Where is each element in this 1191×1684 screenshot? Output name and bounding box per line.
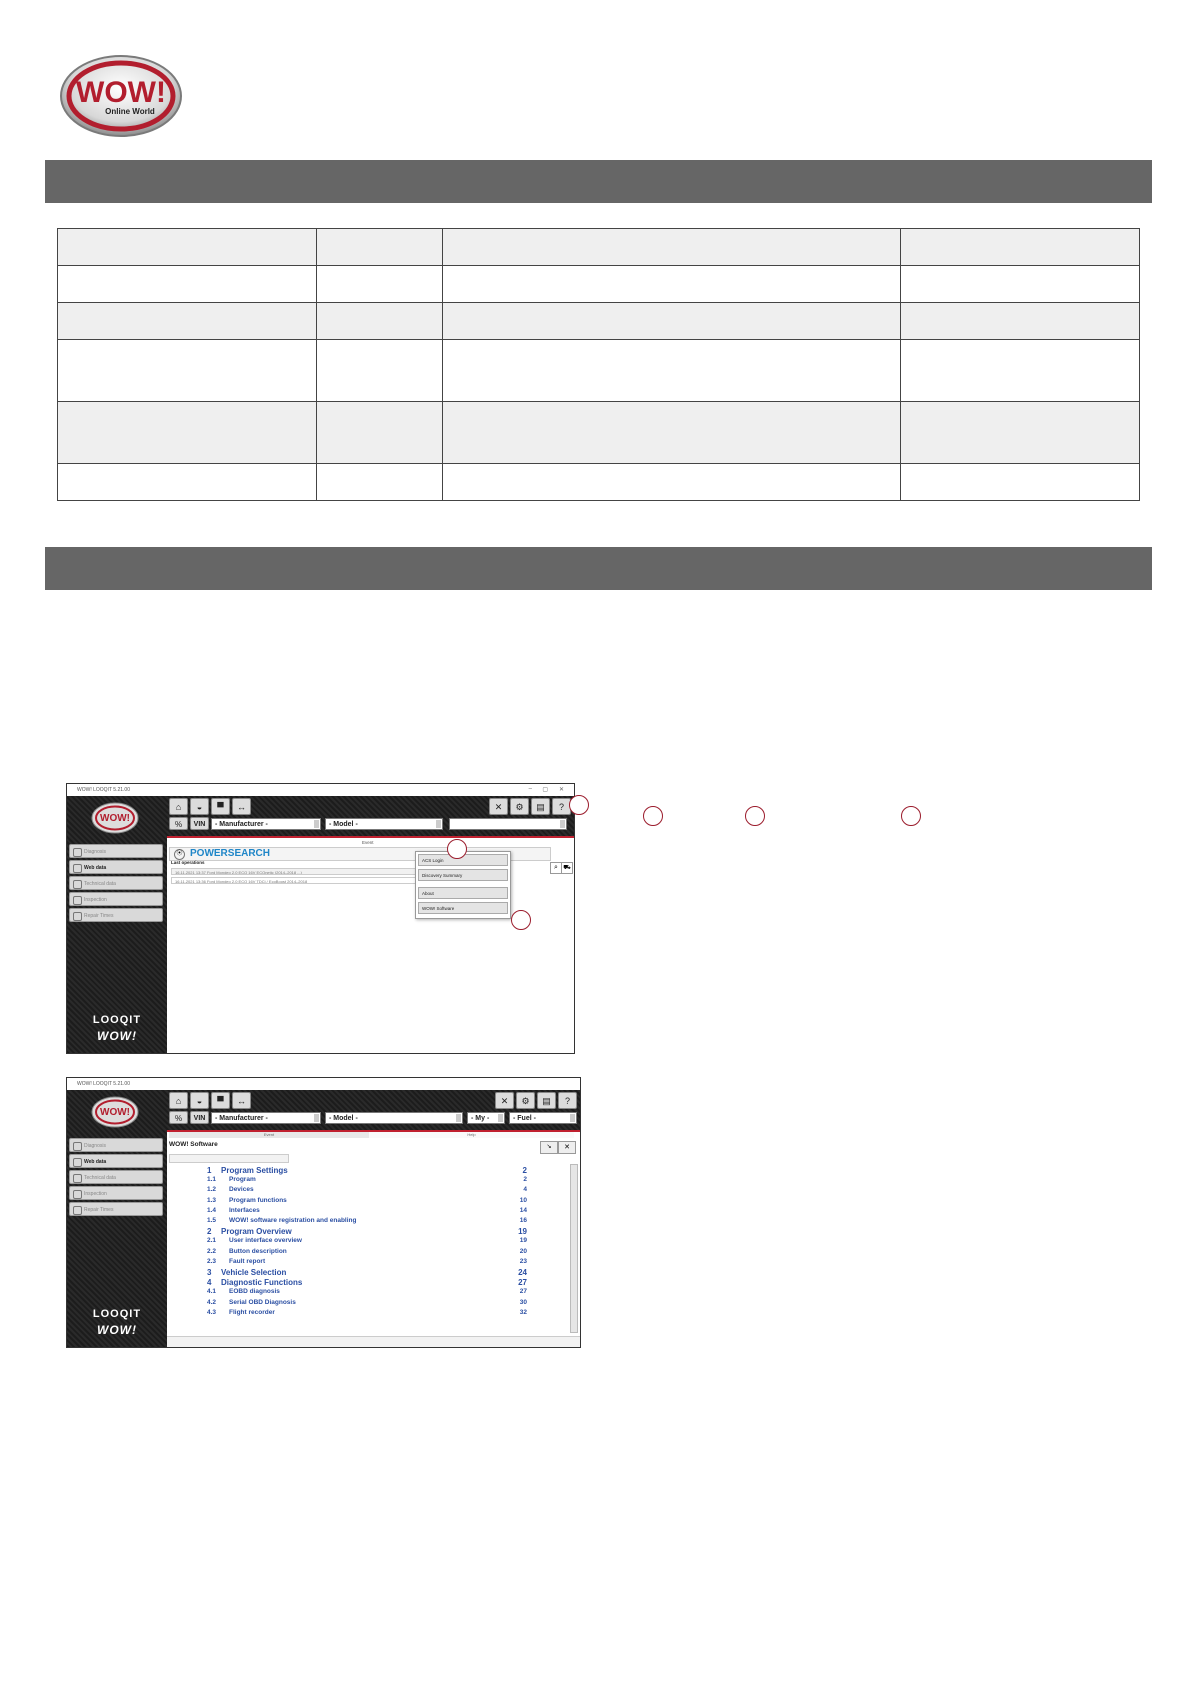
toc-entry[interactable]: [207, 1176, 527, 1186]
wow-logo: [58, 50, 184, 140]
close-doc-button[interactable]: [558, 1141, 576, 1154]
toc-page: 27: [519, 1288, 527, 1296]
toc-number: 4.2: [207, 1298, 217, 1306]
history-row[interactable]: 16.11.2021 13:36 Ford Mondeo 2.0 ECO 16V TDCi / EcoBoost 2014–2018: [171, 877, 431, 884]
toc-number: 2.2: [207, 1247, 217, 1255]
toc-entry[interactable]: [207, 1217, 527, 1227]
menu-item-about[interactable]: About: [418, 887, 508, 899]
table-cell: [316, 266, 442, 303]
toolbar: [167, 796, 574, 836]
sidebar: [67, 1090, 167, 1347]
toc-number: 1.4: [207, 1206, 217, 1214]
sidebar: [67, 796, 167, 1053]
scrollbar[interactable]: [570, 1164, 578, 1333]
connect-button[interactable]: [232, 1092, 251, 1109]
toolbar: [167, 1090, 580, 1130]
tab-label: Event: [362, 840, 374, 845]
percent-button[interactable]: [169, 1111, 188, 1124]
toc-text: Button description: [229, 1247, 287, 1255]
legend-marker-2: [745, 806, 765, 826]
manufacturer-select[interactable]: - Manufacturer -: [211, 818, 321, 830]
table-cell: [901, 229, 1140, 266]
home-icon: ⌂: [175, 802, 182, 812]
percent-icon: %: [174, 1114, 183, 1123]
toc-text: Program Overview: [221, 1227, 292, 1237]
table-cell: [58, 340, 317, 402]
toc-number: 4.1: [207, 1288, 217, 1296]
car-button[interactable]: [190, 798, 209, 815]
brand-wow: WOW!: [97, 1029, 137, 1043]
toc-number: 1.3: [207, 1196, 217, 1204]
toc-number: 1: [207, 1166, 212, 1175]
menu-item-discovery-summary[interactable]: Discovery Summary: [418, 869, 508, 881]
vin-button[interactable]: VIN: [190, 1111, 209, 1124]
model-select[interactable]: - Model -: [325, 818, 443, 830]
connect-icon: ↔: [237, 802, 246, 812]
toc-text: Program Settings: [221, 1166, 288, 1175]
powersearch-icon: ⦿: [174, 849, 185, 860]
toc-entry[interactable]: [207, 1309, 527, 1319]
menu-item-acs-login[interactable]: ACS Login: [418, 854, 508, 866]
toc-entry[interactable]: [207, 1186, 527, 1196]
table-cell: [442, 266, 901, 303]
brand-looqit: LOOQIT: [92, 1014, 142, 1026]
print-icon: ▤: [542, 1096, 551, 1106]
help-icon: ?: [564, 1096, 570, 1106]
callout-marker-menu: [447, 839, 467, 859]
tools-button[interactable]: [489, 798, 508, 815]
toc-text: Flight recorder: [229, 1308, 275, 1316]
toc-page: 2: [522, 1166, 527, 1175]
table-cell: [442, 303, 901, 340]
toc-entry[interactable]: [207, 1299, 527, 1309]
toc-text: Vehicle Selection: [221, 1268, 287, 1277]
toc-text: Program functions: [229, 1196, 287, 1204]
toc-entry[interactable]: [207, 1288, 527, 1298]
variant-select[interactable]: [449, 818, 567, 830]
connect-icon: ↔: [237, 1096, 246, 1106]
folder-button[interactable]: [211, 1092, 230, 1109]
table-cell: [58, 229, 317, 266]
print-button[interactable]: [537, 1092, 556, 1109]
window-title: WOW! LOOQIT 5.21.00: [77, 1081, 130, 1087]
toc-entry[interactable]: [207, 1197, 527, 1207]
info-table: [57, 228, 1140, 501]
toc-number: 1.2: [207, 1186, 217, 1194]
toc-page: 10: [519, 1196, 527, 1204]
toc-entry[interactable]: [207, 1248, 527, 1258]
percent-button[interactable]: [169, 817, 188, 830]
screenshot-help-menu: [66, 783, 575, 1054]
table-cell: [442, 402, 901, 464]
toc-entry[interactable]: [207, 1166, 527, 1176]
close-button[interactable]: ✕: [558, 787, 564, 793]
toc-text: User interface overview: [229, 1237, 302, 1245]
toc-text: Serial OBD Diagnosis: [229, 1298, 296, 1306]
help-dropdown-menu: [415, 851, 511, 919]
toc-entry[interactable]: [207, 1237, 527, 1247]
print-icon: ▤: [536, 802, 545, 812]
toc-page: 2: [523, 1176, 527, 1184]
toc-entry[interactable]: [207, 1207, 527, 1217]
sidebar-item-diagnosis[interactable]: Diagnosis: [69, 1138, 163, 1152]
toc-entry[interactable]: [207, 1227, 527, 1237]
tools-button[interactable]: [495, 1092, 514, 1109]
legend-marker-3: [901, 806, 921, 826]
toc-entry[interactable]: [207, 1268, 527, 1278]
logo-text: WOW!: [76, 76, 166, 109]
sidebar-item-repair-times[interactable]: Repair Times: [69, 908, 163, 922]
table-cell: [316, 464, 442, 501]
web-data-icon: [73, 864, 82, 873]
percent-icon: %: [174, 820, 183, 829]
help-icon: ?: [558, 802, 564, 812]
tab-help[interactable]: Help: [369, 1132, 574, 1138]
table-cell: [316, 303, 442, 340]
car-icon: ⛟: [563, 865, 571, 871]
toc-text: EOBD diagnosis: [229, 1288, 280, 1296]
toc-page: 14: [519, 1206, 527, 1214]
toc-page: 19: [519, 1237, 527, 1245]
sidebar-item-repair-times[interactable]: Repair Times: [69, 1202, 163, 1216]
sidebar-item-technical-data[interactable]: Technical data: [69, 876, 163, 890]
car-search-button[interactable]: [561, 862, 573, 874]
vin-button[interactable]: VIN: [190, 817, 209, 830]
help-button[interactable]: [558, 1092, 577, 1109]
brand-looqit: LOOQIT: [92, 1308, 142, 1320]
toc-page: 32: [519, 1308, 527, 1316]
document-title: WOW! Software: [169, 1141, 218, 1148]
clock-icon: [73, 912, 82, 921]
toc-text: WOW! software registration and enabling: [229, 1217, 357, 1224]
tab-event[interactable]: Event: [169, 1132, 369, 1138]
toc-text: Program: [229, 1176, 256, 1184]
document-viewer: [167, 1132, 580, 1347]
sidebar-logo: [91, 802, 139, 834]
open-icon: ↘: [546, 1144, 552, 1150]
model-select[interactable]: - Model -: [325, 1112, 463, 1124]
toc-number: 1.5: [207, 1217, 217, 1224]
maximize-button[interactable]: ▢: [542, 787, 548, 793]
minimize-button[interactable]: –: [528, 786, 532, 792]
toc-text: Interfaces: [229, 1206, 260, 1214]
table-cell: [901, 303, 1140, 340]
table-cell: [901, 266, 1140, 303]
open-button[interactable]: [540, 1141, 558, 1154]
table-cell: [316, 229, 442, 266]
toc-page: 30: [519, 1298, 527, 1306]
table-cell: [58, 266, 317, 303]
legend-marker-1: [643, 806, 663, 826]
toc-text: Diagnostic Functions: [221, 1278, 303, 1288]
toc-entry[interactable]: [207, 1258, 527, 1268]
toc-number: 2: [207, 1227, 212, 1237]
screenshot-wow-software-doc: [66, 1077, 581, 1348]
folder-icon: ▀: [217, 802, 224, 812]
print-button[interactable]: [531, 798, 550, 815]
home-icon: ⌂: [175, 1096, 182, 1106]
fuel-select[interactable]: - Fuel -: [509, 1112, 577, 1124]
diagnosis-icon: [73, 848, 82, 857]
toc-number: 3: [207, 1268, 212, 1277]
home-button[interactable]: [169, 798, 188, 815]
sidebar-item-web-data[interactable]: Web data: [69, 1154, 163, 1168]
table-cell: [442, 229, 901, 266]
table-cell: [58, 303, 317, 340]
status-bar: [167, 1336, 580, 1347]
settings-button[interactable]: [510, 798, 529, 815]
svg-text:WOW!: WOW!: [100, 1107, 130, 1118]
toc-number: 1.1: [207, 1176, 217, 1184]
callout-marker-help: [569, 795, 589, 815]
folder-button[interactable]: [211, 798, 230, 815]
toc-number: 4: [207, 1278, 212, 1288]
callout-marker-wow-software: [511, 910, 531, 930]
sidebar-item-technical-data[interactable]: Technical data: [69, 1170, 163, 1184]
last-operations-label: Last operations: [171, 860, 205, 865]
diagnosis-icon: [73, 1142, 82, 1151]
table-cell: [316, 402, 442, 464]
car-icon: ◒: [196, 1096, 203, 1106]
folder-icon: ▀: [217, 1096, 224, 1106]
sidebar-item-inspection[interactable]: Inspection: [69, 1186, 163, 1200]
section-header-bar-2: [45, 547, 1152, 590]
table-cell: [58, 464, 317, 501]
model-year-select[interactable]: - My -: [467, 1112, 505, 1124]
tools-icon: ✕: [494, 802, 503, 812]
tools-icon: ✕: [500, 1096, 509, 1106]
home-button[interactable]: [169, 1092, 188, 1109]
toc-page: 20: [519, 1247, 527, 1255]
technical-data-icon: [73, 880, 82, 889]
svg-text:WOW!: WOW!: [100, 813, 130, 824]
toc-page: 27: [518, 1278, 527, 1288]
toc-entry[interactable]: [207, 1278, 527, 1288]
toc-page: 24: [518, 1268, 527, 1277]
toc-page: 4: [523, 1186, 527, 1194]
section-header-bar-1: [45, 160, 1152, 203]
gear-icon: ⚙: [515, 802, 524, 812]
toc-page: 16: [519, 1217, 527, 1224]
toc-text: Fault report: [229, 1257, 266, 1265]
table-cell: [58, 402, 317, 464]
sidebar-logo: [91, 1096, 139, 1128]
clock-icon: [73, 1206, 82, 1215]
sidebar-item-web-data[interactable]: Web data: [69, 860, 163, 874]
web-data-icon: [73, 1158, 82, 1167]
close-icon: ✕: [564, 1144, 570, 1151]
toc-number: 2.3: [207, 1257, 217, 1265]
toc-page: 23: [519, 1257, 527, 1265]
technical-data-icon: [73, 1174, 82, 1183]
manufacturer-select[interactable]: - Manufacturer -: [211, 1112, 321, 1124]
logo-tagline: Online World: [105, 107, 155, 116]
powersearch-title: POWERSEARCH: [190, 848, 271, 859]
car-icon: ◒: [196, 802, 203, 812]
sidebar-item-inspection[interactable]: Inspection: [69, 892, 163, 906]
search-icon: ⌕: [554, 864, 558, 871]
table-cell: [901, 340, 1140, 402]
table-cell: [901, 464, 1140, 501]
table-cell: [901, 402, 1140, 464]
toc-page: 19: [518, 1227, 527, 1237]
car-button[interactable]: [190, 1092, 209, 1109]
history-row[interactable]: 16.11.2021 13:37 Ford Mondeo 2.0 ECO 16V ECOnetic (2014–2018 ...): [171, 868, 431, 875]
brand-wow: WOW!: [97, 1323, 137, 1337]
gear-icon: ⚙: [521, 1096, 530, 1106]
menu-item-wow-software[interactable]: WOW! Software: [418, 902, 508, 914]
toc-number: 4.3: [207, 1308, 217, 1316]
connect-button[interactable]: [232, 798, 251, 815]
pdf-toolbar[interactable]: [169, 1154, 289, 1163]
toc-number: 2.1: [207, 1237, 217, 1245]
window-title: WOW! LOOQIT 5.21.00: [77, 787, 130, 793]
sidebar-item-diagnosis[interactable]: Diagnosis: [69, 844, 163, 858]
table-cell: [442, 464, 901, 501]
table-cell: [442, 340, 901, 402]
toc-text: Devices: [229, 1186, 254, 1194]
wrench-icon: [73, 1190, 82, 1199]
settings-button[interactable]: [516, 1092, 535, 1109]
table-cell: [316, 340, 442, 402]
wrench-icon: [73, 896, 82, 905]
